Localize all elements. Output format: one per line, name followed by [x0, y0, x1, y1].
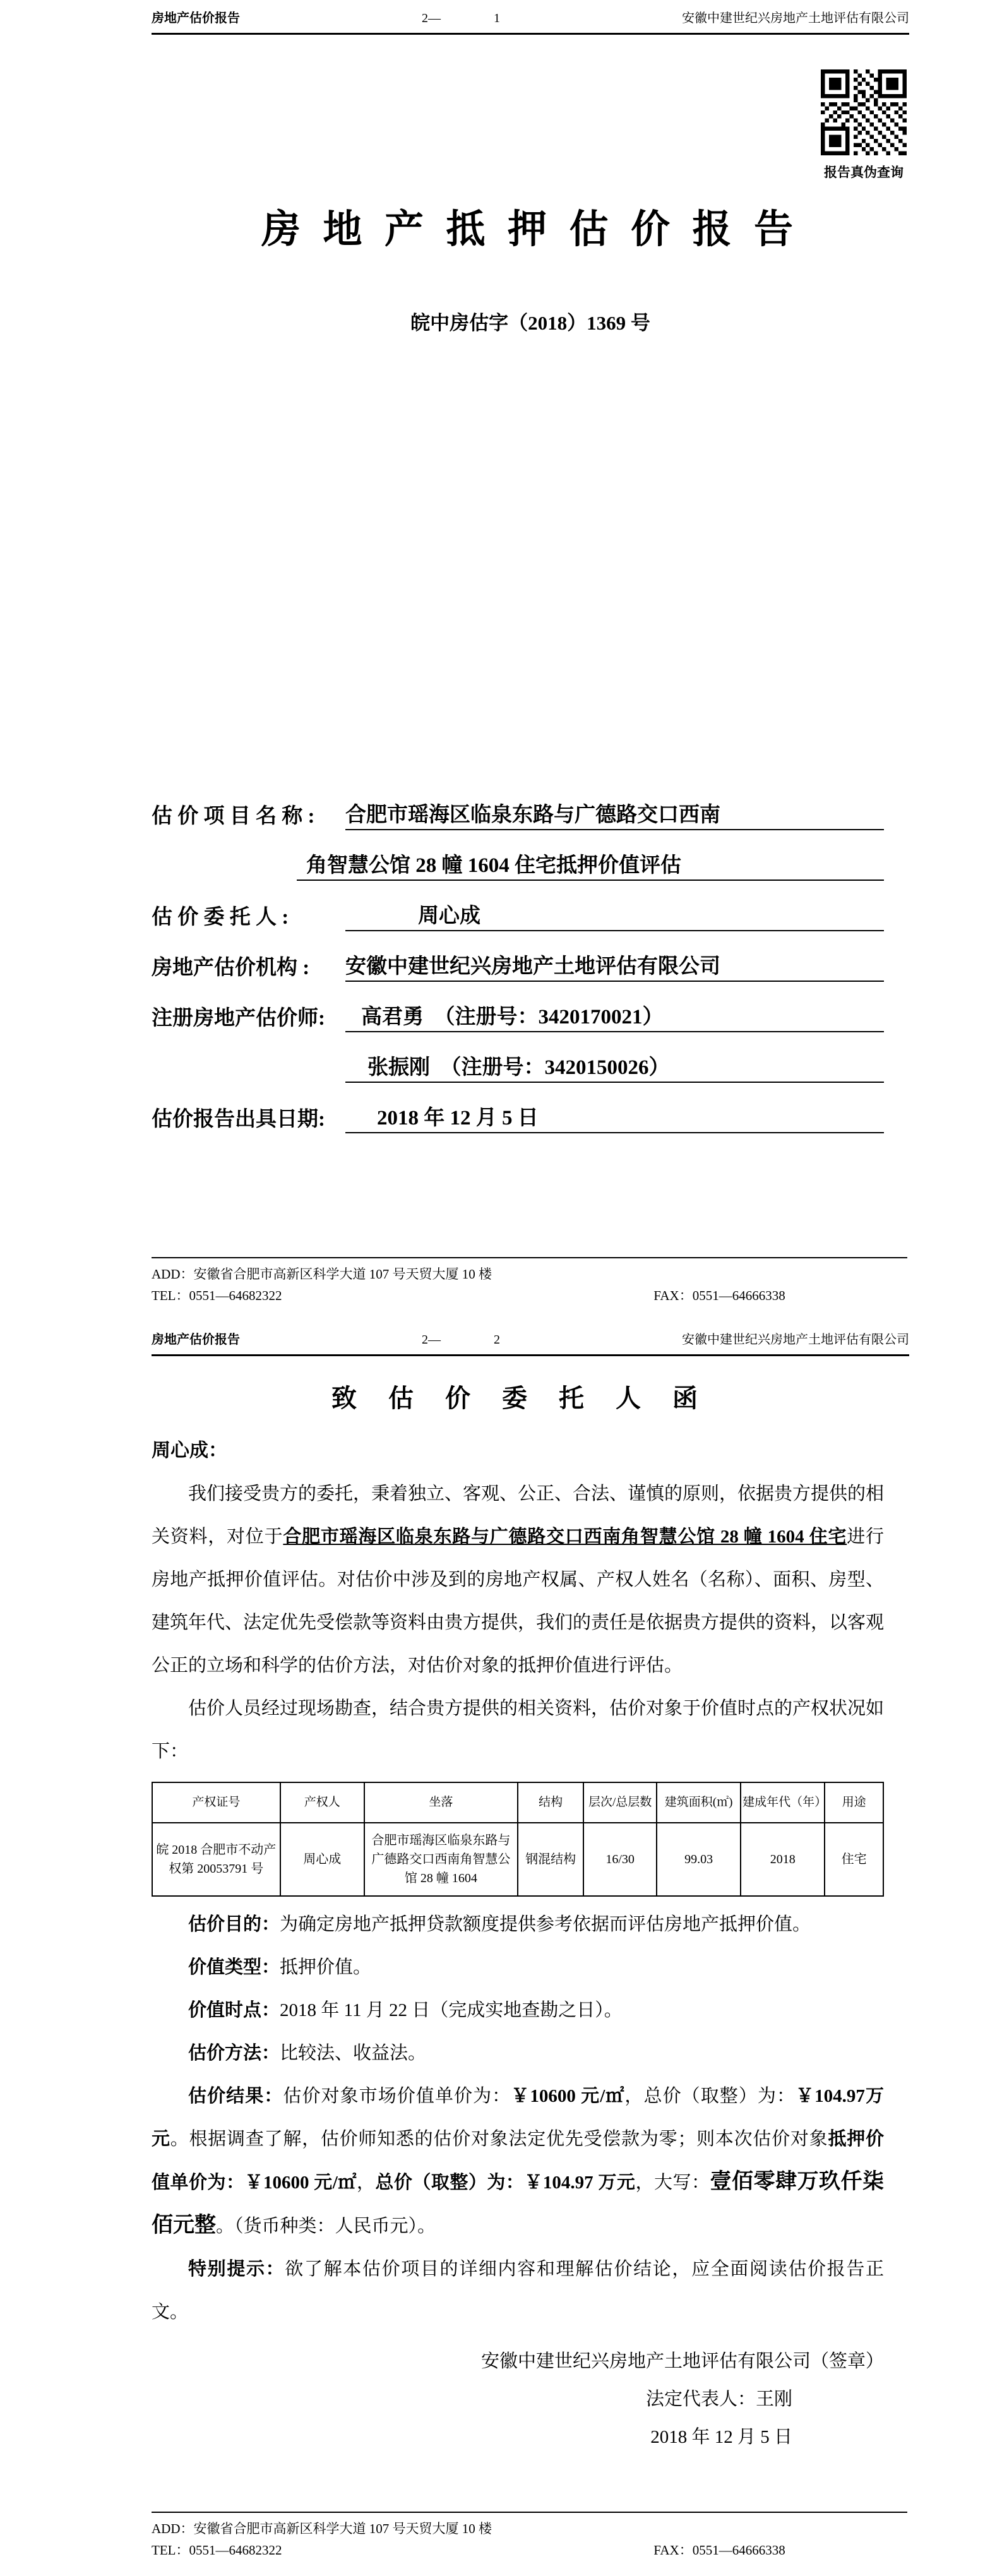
table-cell-location: 合肥市瑶海区临泉东路与广德路交口西南角智慧公馆 28 幢 1604 [364, 1823, 518, 1896]
form-row-appraiser-1 [152, 982, 884, 1032]
table-cell-structure: 钢混结构 [518, 1823, 583, 1896]
text-run: 估价方法： [188, 2043, 280, 2063]
table-header-area: 建筑面积(㎡) [657, 1782, 741, 1823]
table-header-year: 建成年代（年） [741, 1782, 825, 1823]
text-run: 总价（取整）为：￥104.97 万元 [375, 2173, 636, 2193]
table-header-cert-no: 产权证号 [152, 1782, 280, 1823]
table-header-use: 用途 [825, 1782, 883, 1823]
property-table [152, 1782, 884, 1897]
table-cell-floor: 16/30 [583, 1823, 657, 1896]
text-run: 抵押价值。 [280, 1957, 372, 1977]
page-header [152, 10, 909, 35]
letter-title: 致 估 价 委 托 人 函 [331, 1384, 704, 1412]
text-run: 合肥市瑶海区临泉东路与广德路交口西南角智慧公馆 28 幢 1604 住宅 [283, 1527, 847, 1547]
header-company-name: 安徽中建世纪兴房地产土地评估有限公司 [682, 11, 909, 25]
signature-block [152, 2342, 884, 2456]
item-result [152, 2075, 884, 2248]
text-run: ，大写： [635, 2173, 710, 2193]
header-company-name: 安徽中建世纪兴房地产土地评估有限公司 [682, 1333, 909, 1347]
text-run: 估价结果： [188, 2086, 283, 2106]
text-run: 欲了解本估价项目的详细内容和理解估价结论，应全面阅读估价报告正文。 [152, 2259, 884, 2322]
cover-form [152, 780, 884, 1133]
form-row-project-name [152, 780, 884, 830]
text-run: 估价对象市场价值单价为： [283, 2086, 511, 2106]
text-run: 抵押价值单价为：￥10600 元/㎡ [152, 2129, 884, 2193]
text-run: 我们接受贵方的委托，秉着独立、客观、公正、合法、谨慎的原则，依据贵方提供的相关资料，对位于 [152, 1484, 885, 1547]
text-run: ， [356, 2173, 376, 2193]
footer-tel: TEL：0551—64682322 [152, 1288, 282, 1303]
text-run: 估价目的： [188, 1914, 280, 1935]
footer-fax: FAX：0551—64666338 [653, 1288, 785, 1303]
report-title: 房 地 产 抵 押 估 价 报 告 [261, 208, 799, 251]
table-cell-cert-no: 皖 2018 合肥市不动产权第 20053791 号 [152, 1823, 280, 1896]
header-doc-title: 房地产估价报告 [152, 11, 240, 25]
header-page-number: 1 [494, 11, 500, 25]
qr-code-icon [821, 69, 907, 155]
form-value: 2018 年 12 月 5 日 [345, 1101, 884, 1133]
table-header-structure: 结构 [518, 1782, 583, 1823]
text-run: 价值类型： [188, 1957, 280, 1977]
item-purpose [152, 1903, 884, 1946]
table-header-owner: 产权人 [280, 1782, 364, 1823]
footer-contact [152, 2539, 907, 2561]
item-special-note [152, 2248, 884, 2334]
table-cell-area: 99.03 [657, 1823, 741, 1896]
form-value: 周心成 [345, 899, 884, 931]
item-value-type [152, 1946, 884, 1989]
item-method [152, 2032, 884, 2075]
text-run: ￥104.97万元 [152, 2086, 884, 2149]
signature-date: 2018 年 12 月 5 日 [650, 2427, 792, 2447]
header-pages-prefix: 2— [422, 11, 441, 25]
form-value: 角智慧公馆 28 幢 1604 住宅抵押价值评估 [297, 849, 884, 881]
form-row-appraiser-2 [152, 1032, 884, 1083]
text-run: 特别提示： [188, 2259, 285, 2279]
paragraph-commission [152, 1472, 884, 1687]
report-number: 皖中房估字（2018）1369 号 [410, 312, 650, 334]
footer-fax: FAX：0551—64666338 [653, 2543, 785, 2558]
table-header-location: 坐落 [364, 1782, 518, 1823]
form-value: 张振刚 （注册号：3420150026） [345, 1051, 884, 1083]
letter-content [152, 1366, 884, 2456]
text-run: 价值时点： [188, 2000, 280, 2020]
table-cell-year: 2018 [741, 1823, 825, 1896]
form-row-agency [152, 931, 884, 982]
text-run: 壹佰零肆万玖仟柒佰元整 [152, 2170, 884, 2237]
footer-contact [152, 1285, 907, 1306]
page-header [152, 1332, 909, 1356]
header-doc-title: 房地产估价报告 [152, 1333, 240, 1347]
form-label: 房地产估价机构 : [152, 957, 310, 979]
table-row [152, 1823, 883, 1896]
qr-block [820, 69, 907, 181]
header-page-info [240, 1332, 682, 1348]
form-value: 安徽中建世纪兴房地产土地评估有限公司 [345, 950, 884, 982]
text-run: 2018 年 11 月 22 日（完成实地查勘之日）。 [280, 2000, 623, 2020]
footer-address: ADD：安徽省合肥市高新区科学大道 107 号天贸大厦 10 楼 [152, 1267, 492, 1282]
paragraph-inspection: 估价人员经过现场勘查，结合贵方提供的相关资料，估价对象于价值时点的产权状况如下： [152, 1698, 885, 1762]
table-header-row [152, 1782, 883, 1823]
salutation: 周心成： [152, 1440, 227, 1461]
form-value: 合肥市瑶海区临泉东路与广德路交口西南 [345, 798, 884, 830]
form-row-issue-date [152, 1083, 884, 1133]
text-run: 比较法、收益法。 [280, 2043, 427, 2063]
header-page-info [240, 10, 682, 27]
form-row-client [152, 881, 884, 931]
form-label: 估 价 委 托 人 : [152, 906, 289, 929]
page-footer [152, 2512, 907, 2561]
signature-sub [152, 2380, 884, 2456]
header-pages-prefix: 2— [422, 1333, 441, 1347]
table-header-floor: 层次/总层数 [583, 1782, 657, 1823]
table-cell-owner: 周心成 [280, 1823, 364, 1896]
form-label: 估价报告出具日期: [152, 1108, 325, 1131]
text-run: 为确定房地产抵押贷款额度提供参考依据而评估房地产抵押价值。 [280, 1914, 811, 1935]
table-cell-use: 住宅 [825, 1823, 883, 1896]
form-label: 注册房地产估价师: [152, 1007, 325, 1030]
header-page-number: 2 [494, 1333, 500, 1347]
signature-legal-rep: 法定代表人：王刚 [645, 2389, 792, 2409]
form-row-project-name-cont [152, 830, 884, 881]
text-run: ￥10600 元/㎡ [511, 2086, 625, 2106]
text-run: 进行房地产抵押价值评估。对估价中涉及到的房地产权属、产权人姓名（名称）、面积、房型、建筑年代、法定优先受偿款等资料由贵方提供，我们的责任是依据贵方提供的资料，以客观公正的立场和科学的估价方法，对估价对象的抵押价值进行评估。 [152, 1527, 885, 1676]
text-run: 。（货币种类：人民币元）。 [216, 2216, 436, 2236]
page-footer [152, 1257, 907, 1306]
form-value: 高君勇 （注册号：3420170021） [345, 1000, 884, 1032]
qr-caption: 报告真伪查询 [824, 165, 904, 180]
item-value-date [152, 1989, 884, 2032]
page-2 [0, 1321, 1002, 2576]
footer-tel: TEL：0551—64682322 [152, 2543, 282, 2558]
text-run: 。根据调查了解，估价师知悉的估价对象法定优先受偿款为零；则本次估价对象 [170, 2129, 828, 2149]
form-label: 估 价 项 目 名 称 : [152, 805, 315, 828]
signature-company: 安徽中建世纪兴房地产土地评估有限公司（签章） [480, 2351, 884, 2371]
footer-address: ADD：安徽省合肥市高新区科学大道 107 号天贸大厦 10 楼 [152, 2521, 492, 2536]
text-run: ，总价（取整）为： [624, 2086, 796, 2106]
